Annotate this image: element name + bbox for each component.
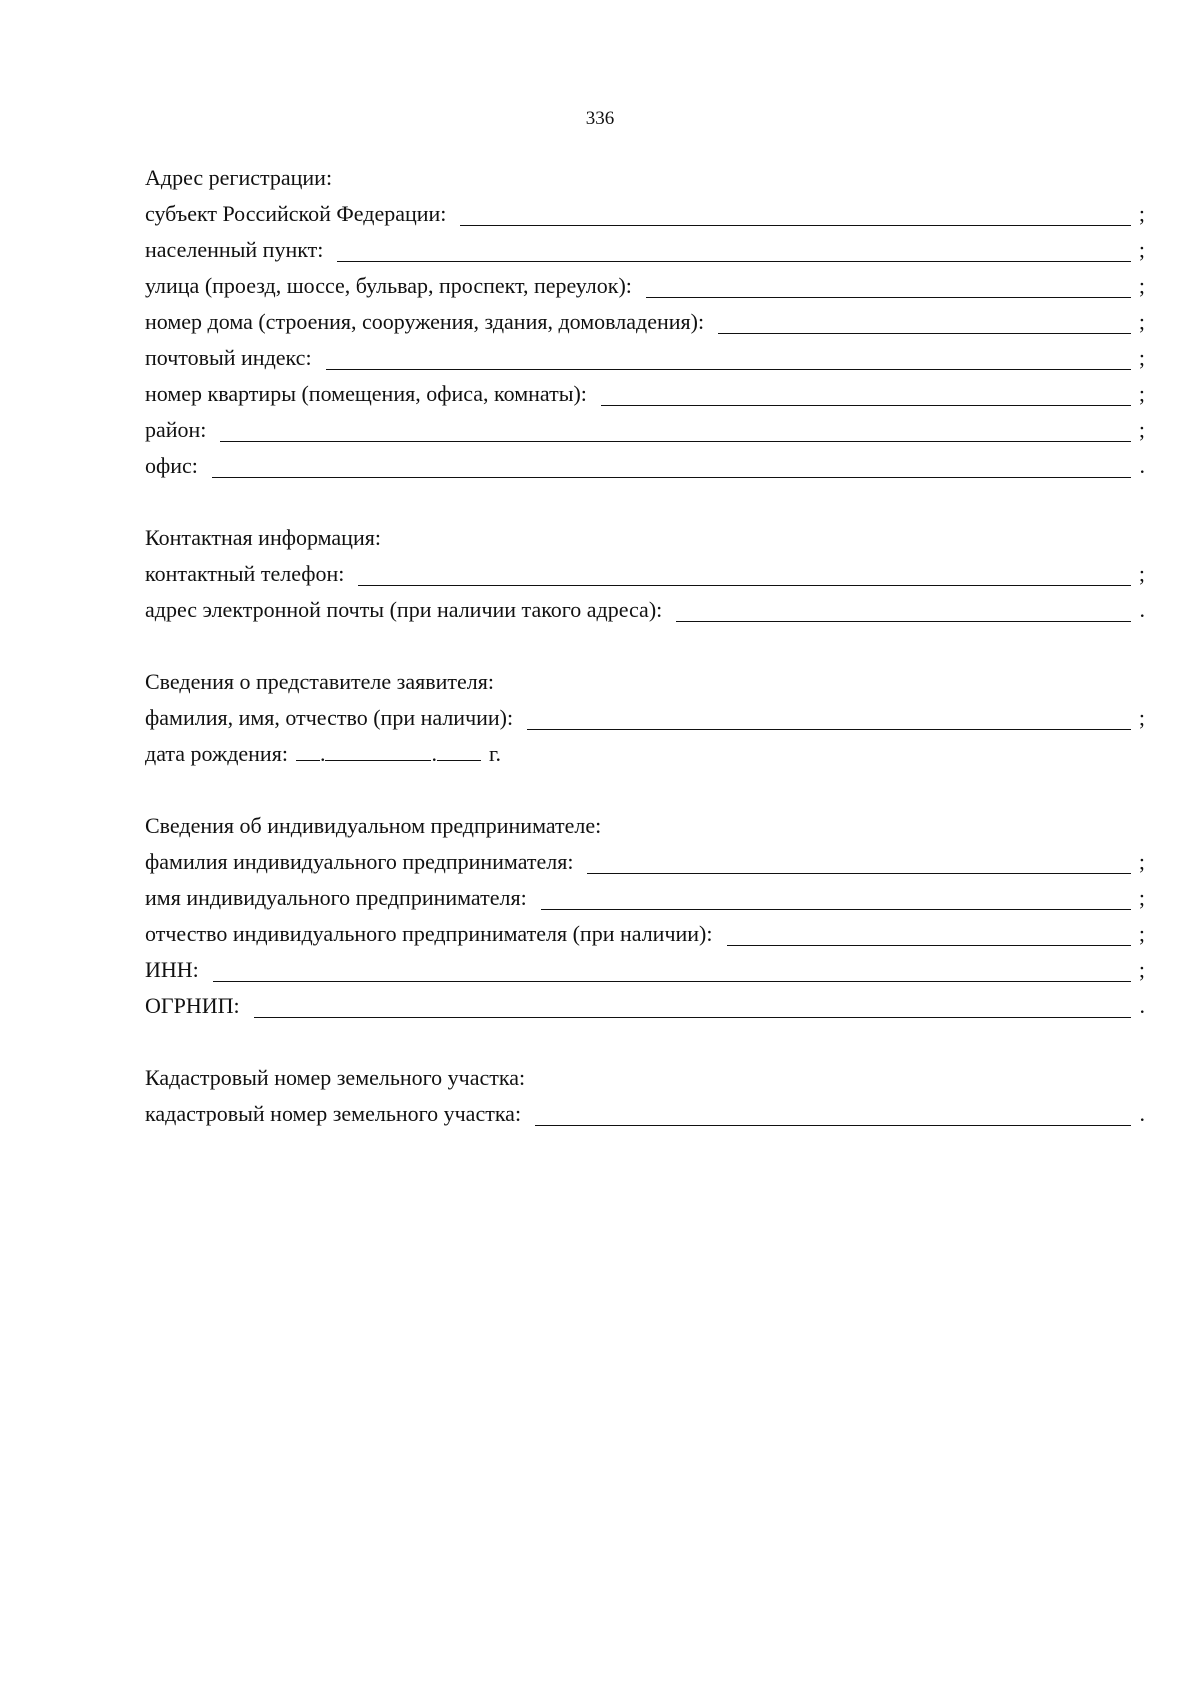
field-label: субъект Российской Федерации: [145, 201, 447, 226]
field-end-punctuation: ; [1138, 705, 1145, 730]
field-entrepreneur-name [145, 880, 1145, 916]
application-form [145, 160, 1145, 1132]
representative-full-name-blank[interactable] [527, 707, 1131, 730]
field-end-punctuation: . [1139, 993, 1145, 1018]
field-contact-phone [145, 556, 1145, 592]
date-separator: . [431, 741, 437, 766]
birth-date-label: дата рождения: [145, 741, 288, 766]
field-label: населенный пункт: [145, 237, 324, 262]
field-label: контактный телефон: [145, 561, 345, 586]
birth-year-blank[interactable] [437, 742, 481, 761]
field-end-punctuation: ; [1138, 201, 1145, 226]
house-number-blank[interactable] [718, 311, 1131, 334]
street-blank[interactable] [646, 275, 1131, 298]
office-blank[interactable] [212, 455, 1131, 478]
ogrnip-blank[interactable] [254, 995, 1131, 1018]
field-label: почтовый индекс: [145, 345, 312, 370]
field-end-punctuation: ; [1138, 381, 1145, 406]
section-title-registration-address: Адрес регистрации: [145, 165, 333, 190]
field-end-punctuation: ; [1138, 561, 1145, 586]
field-end-punctuation: ; [1138, 237, 1145, 262]
field-inn [145, 952, 1145, 988]
section-title-cadastral-number: Кадастровый номер земельного участка: [145, 1065, 526, 1090]
section-title-representative: Сведения о представителе заявителя: [145, 669, 494, 694]
locality-blank[interactable] [337, 239, 1131, 262]
section-title-entrepreneur: Сведения об индивидуальном предпринимателе: [145, 813, 602, 838]
entrepreneur-patronymic-blank[interactable] [727, 923, 1132, 946]
field-representative-full-name [145, 700, 1145, 736]
field-label: фамилия, имя, отчество (при наличии): [145, 705, 514, 730]
date-separator: . [319, 741, 326, 766]
field-label: номер квартиры (помещения, офиса, комнаты): [145, 381, 587, 406]
section-spacer [145, 772, 1145, 808]
field-end-punctuation: . [1139, 453, 1145, 478]
field-district [145, 412, 1145, 448]
field-end-punctuation: ; [1138, 921, 1145, 946]
field-label: район: [145, 417, 207, 442]
district-blank[interactable] [220, 419, 1131, 442]
field-street [145, 268, 1145, 304]
field-postal-code [145, 340, 1145, 376]
section-spacer [145, 628, 1145, 664]
inn-blank[interactable] [213, 959, 1131, 982]
entrepreneur-name-blank[interactable] [541, 887, 1131, 910]
field-end-punctuation: ; [1138, 417, 1145, 442]
field-end-punctuation: ; [1138, 849, 1145, 874]
field-label: фамилия индивидуального предпринимателя: [145, 849, 574, 874]
field-federal-subject [145, 196, 1145, 232]
field-label: номер дома (строения, сооружения, здания, домовладения): [145, 309, 705, 334]
field-end-punctuation: ; [1138, 309, 1145, 334]
field-cadastral-number [145, 1096, 1145, 1132]
section-spacer [145, 484, 1145, 520]
field-label: улица (проезд, шоссе, бульвар, проспект, переулок): [145, 273, 632, 298]
field-label: отчество индивидуального предпринимателя (при наличии): [145, 921, 713, 946]
field-email [145, 592, 1145, 628]
page-number: 336 [585, 108, 615, 129]
field-end-punctuation: ; [1138, 885, 1145, 910]
field-locality [145, 232, 1145, 268]
field-office [145, 448, 1145, 484]
email-blank[interactable] [676, 599, 1131, 622]
cadastral-number-blank[interactable] [535, 1103, 1131, 1126]
field-apartment-number [145, 376, 1145, 412]
birth-day-blank[interactable] [296, 742, 320, 761]
field-end-punctuation: . [1139, 1101, 1145, 1126]
field-label: ОГРНИП: [145, 993, 240, 1018]
year-suffix: г. [488, 741, 501, 766]
contact-phone-blank[interactable] [358, 563, 1131, 586]
field-label: ИНН: [145, 957, 199, 982]
birth-month-blank[interactable] [325, 742, 431, 761]
field-ogrnip [145, 988, 1145, 1024]
field-entrepreneur-patronymic [145, 916, 1145, 952]
field-label: кадастровый номер земельного участка: [145, 1101, 522, 1126]
field-end-punctuation: . [1139, 597, 1145, 622]
apartment-number-blank[interactable] [601, 383, 1131, 406]
field-label: офис: [145, 453, 198, 478]
field-label: имя индивидуального предпринимателя: [145, 885, 527, 910]
section-spacer [145, 1024, 1145, 1060]
field-end-punctuation: ; [1138, 273, 1145, 298]
field-end-punctuation: ; [1138, 345, 1145, 370]
field-house-number [145, 304, 1145, 340]
field-birth-date [145, 736, 1145, 772]
field-end-punctuation: ; [1138, 957, 1145, 982]
section-title-contact-info: Контактная информация: [145, 525, 381, 550]
postal-code-blank[interactable] [326, 347, 1131, 370]
entrepreneur-surname-blank[interactable] [587, 851, 1131, 874]
field-label: адрес электронной почты (при наличии такого адреса): [145, 597, 663, 622]
federal-subject-blank[interactable] [460, 203, 1131, 226]
field-entrepreneur-surname [145, 844, 1145, 880]
